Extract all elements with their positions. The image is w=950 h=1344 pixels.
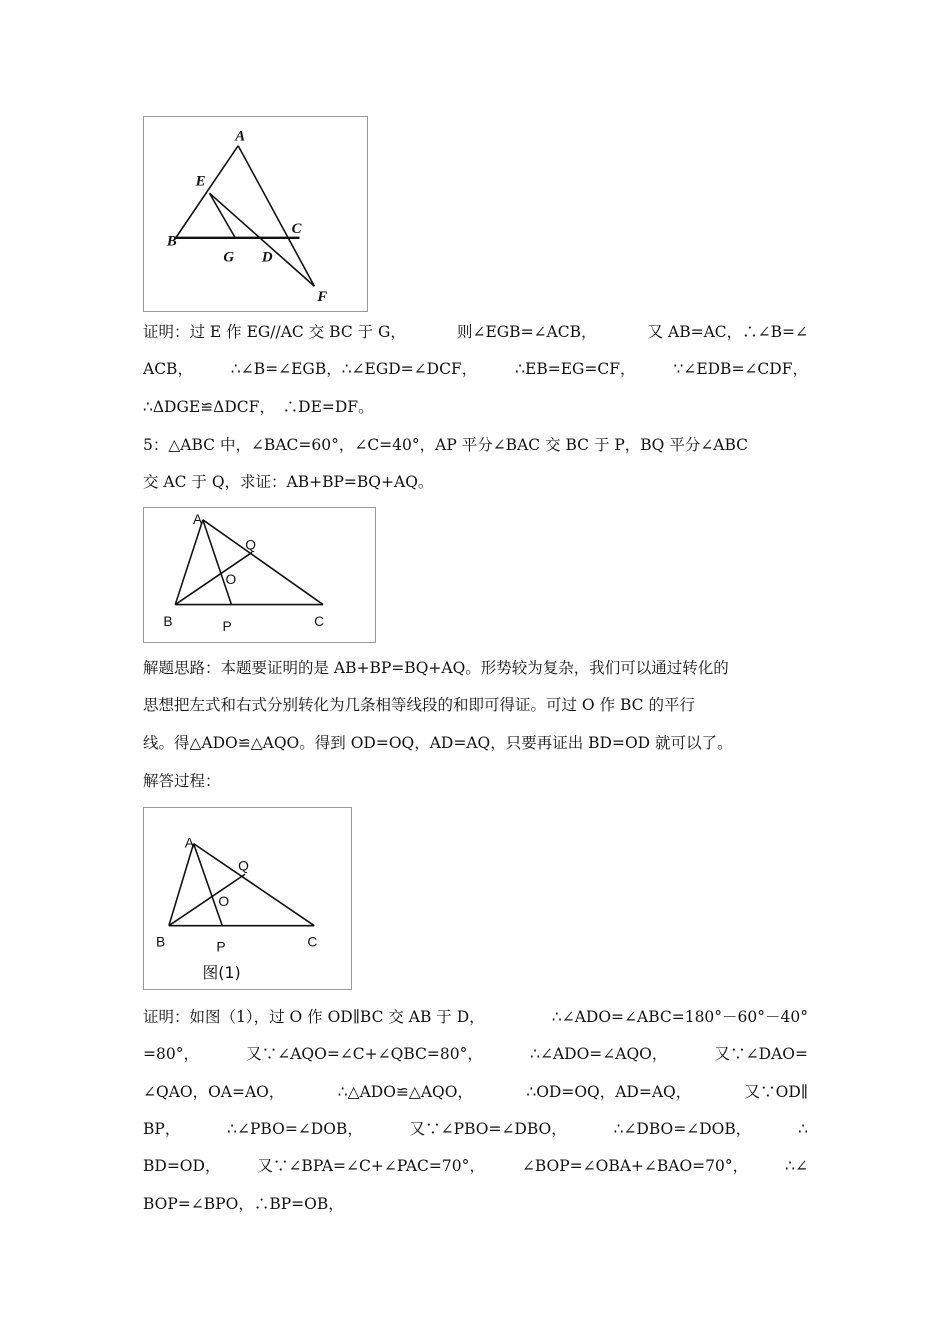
segment-EF — [209, 193, 314, 286]
figure-3 — [143, 807, 352, 990]
triangle-diagram-3 — [144, 808, 351, 989]
label-D: D — [261, 249, 273, 266]
segment-AB — [169, 844, 194, 926]
proof1-line-1 — [143, 319, 808, 345]
proof1-line-3 — [143, 394, 808, 420]
label-B: B — [156, 933, 166, 950]
label-C: C — [307, 933, 318, 950]
text: ∴∠PBO=∠DOB， — [227, 1120, 363, 1138]
approach-line-1 — [143, 655, 808, 681]
proof2-line-5 — [143, 1153, 808, 1179]
segment-AP — [203, 520, 232, 605]
text: ∵∠EDB=∠CDF， — [673, 360, 808, 378]
triangle-diagram-1 — [144, 117, 367, 311]
label-A: A — [192, 511, 203, 527]
text: ∴△ADO≌△AQO， — [337, 1083, 473, 1101]
text: 则∠EGB=∠ACB， — [457, 323, 597, 341]
proof1-line-2 — [143, 356, 808, 382]
proof2-line-2 — [143, 1041, 808, 1067]
label-O: O — [218, 892, 230, 909]
text: BD=OD， — [143, 1157, 221, 1175]
text: ∠QAO，OA=AO， — [143, 1083, 285, 1101]
text: 证明：如图（1），过 O 作 OD∥BC 交 AB 于 D， — [143, 1008, 485, 1026]
text: =80°， — [143, 1045, 199, 1063]
segment-AC — [194, 844, 315, 926]
text: ∠BOP=∠OBA+∠BAO=70°， — [521, 1157, 749, 1175]
text: 线。得△ADO≌△AQO。得到 OD=OQ，AD=AQ，只要再证出 BD=OD 就可以了。 — [143, 734, 733, 752]
label-O: O — [225, 571, 237, 587]
segment-AB — [176, 146, 238, 238]
segment-BQ — [175, 552, 252, 604]
label-A: A — [235, 128, 246, 145]
text: 又 AB=AC，∴∠B=∠ — [647, 323, 808, 341]
approach-line-3 — [143, 730, 808, 756]
text: ACB， — [143, 360, 193, 378]
text: 又∵∠PBO=∠DBO， — [409, 1120, 567, 1138]
problem5-line-2 — [143, 469, 808, 495]
text: 又∵∠DAO= — [714, 1045, 808, 1063]
label-C: C — [291, 220, 302, 237]
label-B: B — [166, 233, 177, 250]
text: 又∵∠BPA=∠C+∠PAC=70°， — [257, 1157, 485, 1175]
segment-AB — [175, 520, 203, 605]
figure-1 — [143, 116, 368, 312]
figure-caption: 图(1) — [202, 963, 241, 983]
problem5-line-1 — [143, 432, 808, 458]
text: 解题思路：本题要证明的是 AB+BP=BQ+AQ。形势较为复杂，我们可以通过转化的 — [143, 659, 729, 677]
text: ∴∠ADO=∠AQO， — [530, 1045, 668, 1063]
segment-AC — [203, 520, 323, 605]
proof2-line-1 — [143, 1004, 808, 1030]
text: 解答过程： — [143, 772, 221, 790]
approach-line-2 — [143, 692, 808, 718]
figure-2 — [143, 507, 376, 643]
text: ∴EB=EG=CF， — [515, 360, 636, 378]
text: 5：△ABC 中，∠BAC=60°，∠C=40°，AP 平分∠BAC 交 BC 于 P，BQ 平分∠ABC — [143, 436, 749, 454]
proof2-line-3 — [143, 1079, 808, 1105]
segment-EG — [209, 193, 235, 238]
text: ∴OD=OQ，AD=AQ， — [526, 1083, 692, 1101]
text: ∴ — [798, 1120, 808, 1138]
text: 证明：过 E 作 EG//AC 交 BC 于 G， — [143, 323, 406, 341]
text: BOP=∠BPO，∴BP=OB， — [143, 1195, 344, 1213]
text: BP， — [143, 1120, 181, 1138]
text: 又∵OD∥ — [744, 1083, 808, 1101]
label-B: B — [163, 614, 173, 630]
label-F: F — [317, 289, 328, 306]
label-A: A — [184, 834, 194, 851]
solution-heading — [143, 768, 808, 794]
label-Q: Q — [245, 537, 256, 553]
proof2-line-6 — [143, 1191, 808, 1217]
text: ∴∠B=∠EGB，∴∠EGD=∠DCF， — [230, 360, 478, 378]
text: ∴ΔDGE≌ΔDCF， ∴DE=DF。 — [143, 398, 374, 416]
label-C: C — [314, 614, 325, 630]
triangle-diagram-2 — [144, 508, 375, 642]
text: 又∵∠AQO=∠C+∠QBC=80°， — [246, 1045, 483, 1063]
label-G: G — [223, 249, 235, 266]
label-Q: Q — [238, 857, 249, 874]
label-P: P — [222, 619, 232, 635]
text: 思想把左式和右式分别转化为几条相等线段的和即可得证。可过 O 作 BC 的平行 — [143, 696, 695, 714]
label-E: E — [195, 173, 206, 190]
label-P: P — [216, 938, 226, 955]
segment-AP — [194, 844, 223, 926]
text: ∴∠ADO=∠ABC=180°－60°－40° — [551, 1008, 808, 1026]
segment-AF — [238, 146, 314, 287]
proof2-line-4 — [143, 1116, 808, 1142]
text: 交 AC 于 Q，求证：AB+BP=BQ+AQ。 — [143, 473, 434, 491]
text: ∴∠ — [785, 1157, 808, 1175]
text: ∴∠DBO=∠DOB， — [613, 1120, 752, 1138]
